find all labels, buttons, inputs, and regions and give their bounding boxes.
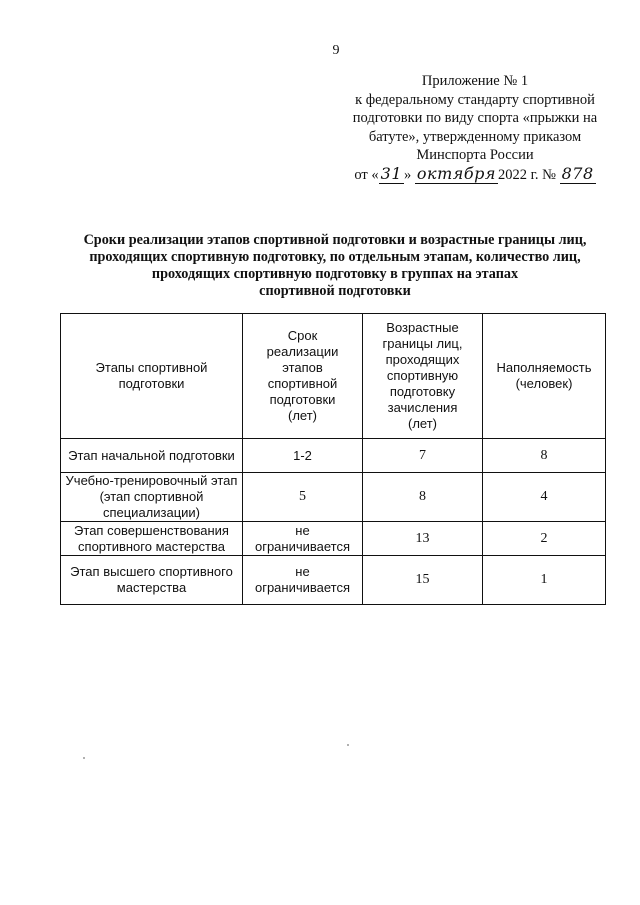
stage-name: Этап начальной подготовки xyxy=(61,439,243,473)
stage-name: Учебно-тренировочный этап (этап спортивной специализации) xyxy=(61,473,243,522)
stage-age: 15 xyxy=(363,556,483,605)
stage-age: 7 xyxy=(363,439,483,473)
scan-speck xyxy=(347,744,349,746)
appendix-line-5: Минспорта России xyxy=(416,147,534,164)
table-row xyxy=(61,556,606,605)
appendix-line-1: Приложение № 1 xyxy=(421,73,529,89)
date-suffix: 2022 г. № xyxy=(497,166,556,183)
title-line-1: Сроки реализации этапов спортивной подготовки и возрастные границы лиц, xyxy=(83,232,587,248)
header-age-limits: Возрастные границы лиц, проходящих спортивную подготовку зачисления (лет) xyxy=(363,314,483,439)
stage-duration: 5 xyxy=(243,473,363,522)
stage-duration: не ограничивается xyxy=(243,556,363,605)
date-mid: » xyxy=(404,166,412,183)
appendix-line-4: батуте», утвержденному приказом xyxy=(368,128,582,145)
stage-group-size: 2 xyxy=(483,522,606,556)
title-line-3: проходящих спортивную подготовку в группах на этапах xyxy=(151,266,519,282)
handwritten-order-number: 878 xyxy=(561,163,594,183)
stage-duration: 1-2 xyxy=(243,439,363,473)
scan-speck xyxy=(83,757,85,759)
date-prefix: от « xyxy=(354,166,379,183)
order-date-line xyxy=(330,165,620,185)
header-group-size: Наполняемость (человек) xyxy=(483,314,606,439)
table-row xyxy=(61,522,606,556)
title-line-4: спортивной подготовки xyxy=(259,283,411,299)
stages-table xyxy=(60,313,606,605)
header-duration: Срок реализации этапов спортивной подготовки (лет) xyxy=(243,314,363,439)
table-row xyxy=(61,473,606,522)
page-number: 9 xyxy=(332,43,340,58)
handwritten-day: 31 xyxy=(380,163,402,183)
stage-group-size: 1 xyxy=(483,556,606,605)
handwritten-month: октября xyxy=(416,163,496,183)
stage-name: Этап совершенствования спортивного мастерства xyxy=(61,522,243,556)
header-stages: Этапы спортивной подготовки xyxy=(61,314,243,439)
document-title xyxy=(55,232,615,300)
table-header-row xyxy=(61,314,606,439)
stage-age: 13 xyxy=(363,522,483,556)
appendix-line-3: подготовки по виду спорта «прыжки на xyxy=(352,110,598,127)
stage-group-size: 8 xyxy=(483,439,606,473)
stage-age: 8 xyxy=(363,473,483,522)
title-line-2: проходящих спортивную подготовку, по отдельным этапам, количество лиц, xyxy=(89,249,581,265)
appendix-block xyxy=(330,72,620,185)
stage-name: Этап высшего спортивного мастерства xyxy=(61,556,243,605)
stage-group-size: 4 xyxy=(483,473,606,522)
table-row xyxy=(61,439,606,473)
appendix-line-2: к федеральному стандарту спортивной xyxy=(355,91,595,108)
stage-duration: не ограничивается xyxy=(243,522,363,556)
